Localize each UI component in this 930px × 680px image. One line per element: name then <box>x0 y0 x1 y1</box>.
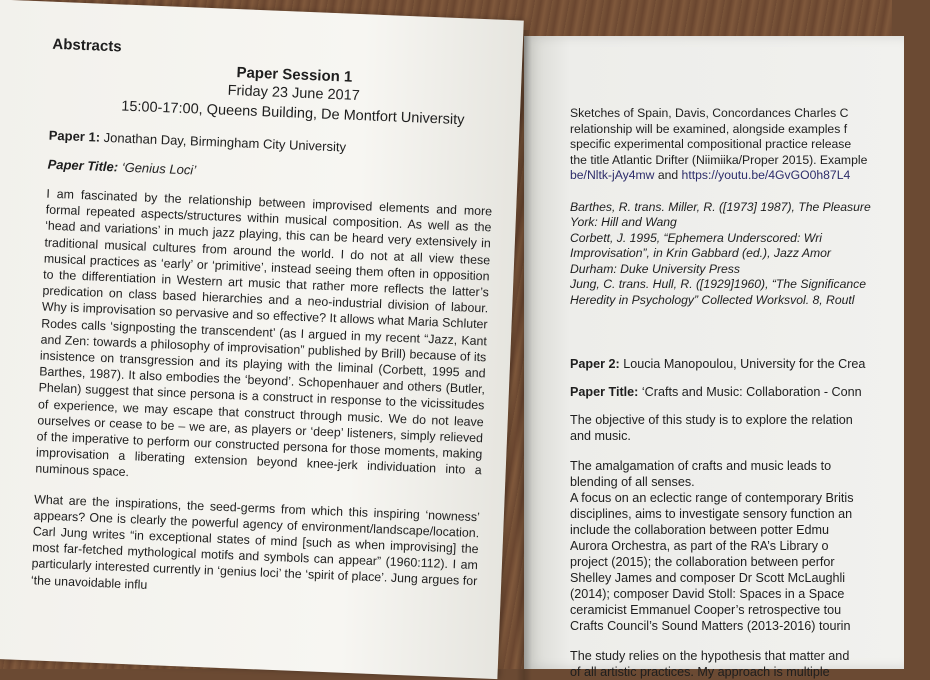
right-page <box>524 36 904 679</box>
paper1-title: ‘Genius Loci’ <box>121 159 197 178</box>
paper1-label: Paper 1: <box>48 127 101 145</box>
abstract-paragraph: What are the inspirations, the seed-germs from which this inspiring ‘nowness’ appears? One is clearly the powerful agency of environment/landscape/location. Carl Jung writes “in exceptional states of mind [such as when improvising] the most far-fetched mythological motifs and symbols can appear” (1960:112). I am particularly interested currently in ‘genius loci’ the ‘spirit of place’. Jung argues for ‘the unavoidable influ <box>30 491 481 592</box>
abstract-body <box>31 186 493 606</box>
reference-line: Durham: Duke University Press <box>570 261 740 276</box>
paper2-title-label: Paper Title: <box>570 385 639 399</box>
reference-line: Corbett, J. 1995, “Ephemera Underscored: Wri <box>570 230 822 245</box>
abstracts-heading: Abstracts <box>52 35 122 56</box>
continuation-line: Sketches of Spain, Davis, Concordances Charles C <box>570 106 849 120</box>
amalgamation-line: A focus on an eclectic range of contemporary Britis <box>570 491 854 505</box>
video-link[interactable]: be/Nltk-jAy4mw <box>570 168 655 182</box>
amalgamation-line: The amalgamation of crafts and music leads to <box>570 459 832 473</box>
paper1-author-line <box>49 128 495 161</box>
left-page-content <box>30 36 498 620</box>
study-line: The study relies on the hypothesis that matter and <box>570 649 850 663</box>
video-link[interactable]: https://youtu.be/4GvGO0h87L4 <box>681 168 851 182</box>
paper2-label: Paper 2: <box>570 357 620 371</box>
objective-line: The objective of this study is to explore the relation <box>570 413 853 427</box>
paper1-title-label: Paper Title: <box>47 156 119 175</box>
paper2-author-line <box>570 356 930 372</box>
amalgamation-line: Shelley James and composer Dr Scott McLaughli <box>570 571 846 585</box>
continuation-line: specific experimental compositional practice release <box>570 137 852 151</box>
session-header <box>90 58 498 131</box>
paper2-title: ‘Crafts and Music: Collaboration - Conn <box>641 385 862 399</box>
amalgamation-line: (2014); composer David Stoll: Spaces in a Space <box>570 587 845 601</box>
paper2-author: Loucia Manopoulou, University for the Crea <box>623 357 866 371</box>
paper2-title-line <box>570 384 930 400</box>
session-title: Paper Session 1 <box>236 64 353 86</box>
amalgamation-line: blending of all senses. <box>570 475 695 489</box>
amalgamation-line: Crafts Council’s Sound Matters (2013-2016) tourin <box>570 619 851 633</box>
reference-line: Jung, C. trans. Hull, R. ([1929]1960), “The Significance <box>570 277 867 291</box>
reference-line: Heredity in Psychology” Collected Worksvol. 8, Routl <box>570 292 855 307</box>
amalgamation-line: disciplines, aims to investigate sensory function an <box>570 507 853 521</box>
objective-line: and music. <box>570 429 631 443</box>
paper1-title-line <box>47 157 493 190</box>
amalgamation-line: ceramicist Emmanuel Cooper’s retrospective tou <box>570 603 842 617</box>
reference-line: Barthes, R. trans. Miller, R. ([1973] 1987), The Pleasure <box>570 199 871 214</box>
amalgamation-line: Aurora Orchestra, as part of the RA’s Library o <box>570 539 829 553</box>
reference-line: York: Hill and Wang <box>570 215 677 229</box>
right-page-content <box>570 106 930 680</box>
amalgamation-line: project (2015); the collaboration between perfor <box>570 555 835 569</box>
paper1-author: Jonathan Day, Birmingham City University <box>103 129 347 155</box>
video-links-line <box>570 168 930 184</box>
abstract-paragraph: I am fascinated by the relationship between improvised elements and more formal repeated aspects/structures within musical composition. As well as the ‘head and variations’ in much jazz playing, this can be heard very extensively in traditional musical cultures from around the world. I do not at all view these musical practices as ‘early’ or ‘primitive’, instead seeing them often in opposition to the differentiation in Western art music that rather more reflects the latter’s predication on class based hierarchies and a neo-industrial division of labour. Why is improvisation so pervasive and so effective? It allows what Maria Schluter Rodes calls ‘signposting the transcendent’ (as I argued in my recent “Jazz, Kant and Zen: towards a philosophy of improvisation” published by Brill) because of its insistence on transgression and its playing with the liminal (Corbett, 1995 and Barthes, 1987). It also embodies the ‘beyond’. Schopenhauer and others (Butler, Phelan) suggest that since persona is a construct in response to the vicissitudes of experience, we may escape that construct through music. We do not leave ourselves or cease to be – we are, as players or ‘deep’ listeners, simply relieved of the imperative to perform our constructed persona for those moments, making improvisation a liberating extension beyond knee-jerk individuation into a numinous space. <box>35 186 493 480</box>
reference-line: Improvisation”, in Krin Gabbard (ed.), Jazz Amor <box>570 246 831 260</box>
continuation-line: relationship will be examined, alongside examples f <box>570 121 848 136</box>
session-date: Friday 23 June 2017 <box>227 82 361 105</box>
continuation-line: the title Atlantic Drifter (Niimiika/Proper 2015). Example <box>570 152 868 167</box>
amalgamation-line: include the collaboration between potter Edmu <box>570 523 830 537</box>
study-line: of all artistic practices. My approach is multiple <box>570 665 830 679</box>
link-joiner: and <box>654 168 682 182</box>
session-time-place: 15:00-17:00, Queens Building, De Montfort University <box>121 98 465 129</box>
